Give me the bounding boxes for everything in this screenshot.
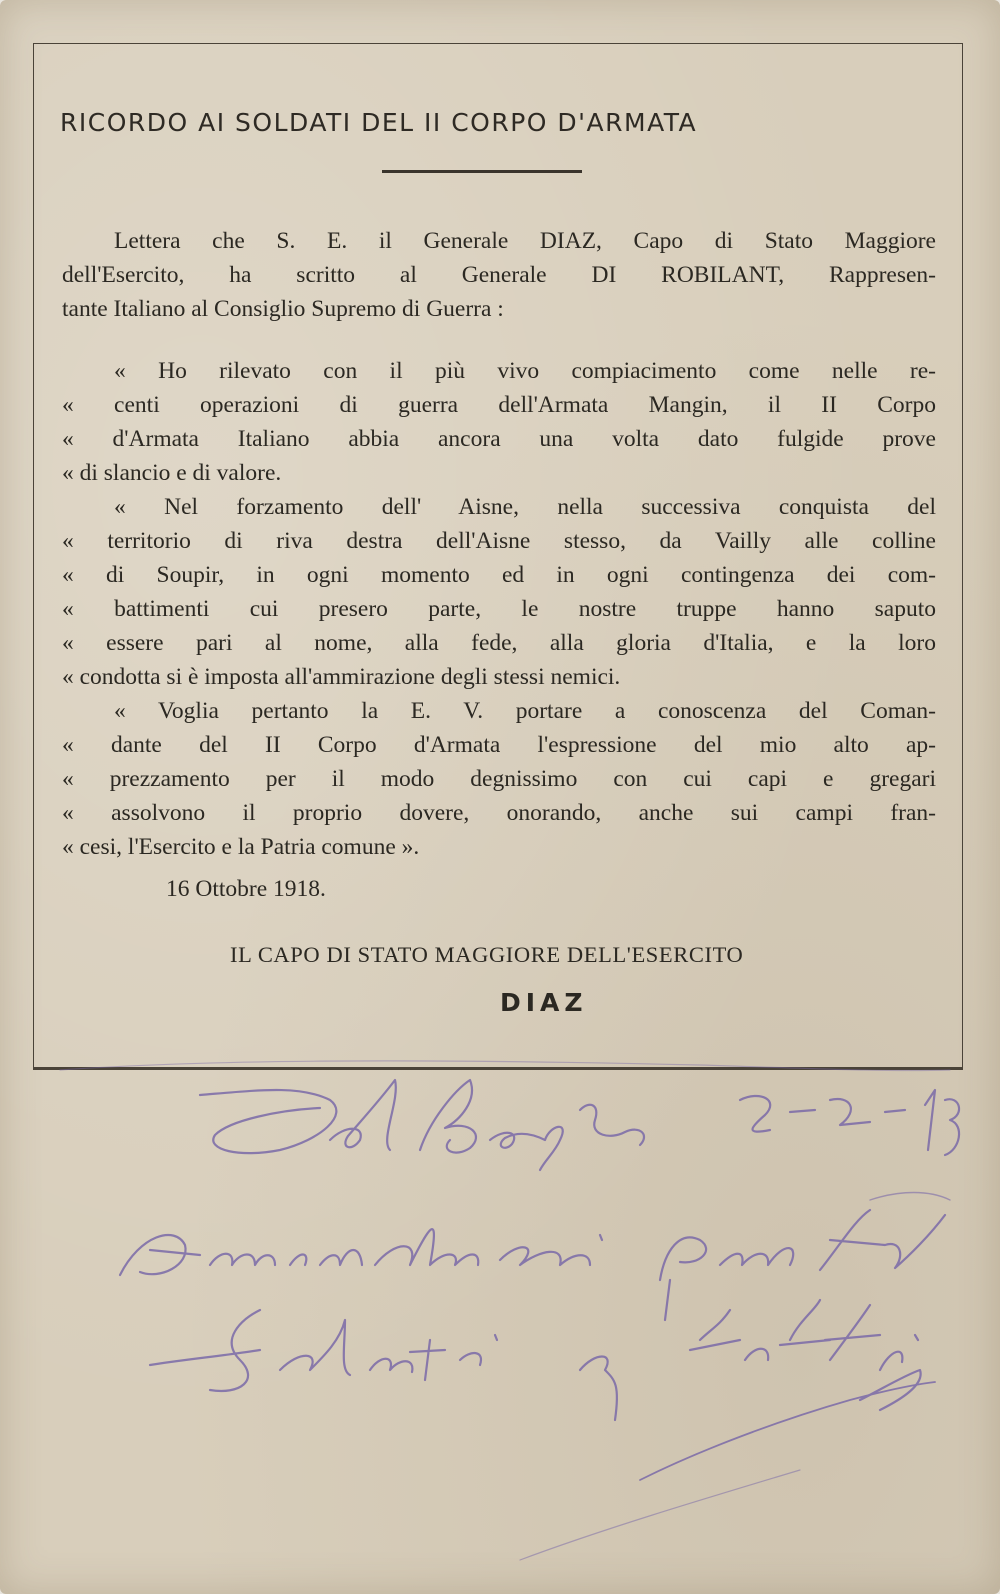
handwriting-stroke bbox=[870, 1193, 950, 1201]
quote-line: « d'Armata Italiano abbia ancora una volta dato fulgide prove bbox=[62, 426, 936, 452]
handwriting-stroke bbox=[640, 1382, 935, 1480]
handwriting-stroke bbox=[660, 1237, 706, 1320]
quote-line: « centi operazioni di guerra dell'Armata Mangin, il II Corpo bbox=[62, 392, 936, 418]
quote-line: « di slancio e di valore. bbox=[62, 460, 282, 486]
letter-date: 16 Ottobre 1918. bbox=[166, 876, 326, 902]
signoff-title: IL CAPO DI STATO MAGGIORE DELL'ESERCITO bbox=[230, 942, 744, 967]
quote-line: « essere pari al nome, alla fede, alla gloria d'Italia, e la loro bbox=[62, 630, 936, 656]
signature-name: DIAZ bbox=[500, 988, 588, 1017]
quote-line: « Ho rilevato con il più vivo compiacimento come nelle re- bbox=[114, 358, 936, 384]
quote-line: « dante del II Corpo d'Armata l'espressione del mio alto ap- bbox=[62, 732, 936, 758]
handwriting-stroke bbox=[330, 1080, 396, 1150]
handwriting-stroke bbox=[830, 1099, 870, 1125]
handwriting-stroke bbox=[690, 1310, 768, 1360]
handwriting-stroke bbox=[580, 1357, 617, 1421]
handwriting-stroke bbox=[490, 1127, 563, 1170]
handwriting-stroke bbox=[290, 1250, 362, 1265]
handwriting-stroke bbox=[520, 1470, 800, 1560]
handwriting-stroke bbox=[375, 1229, 478, 1265]
intro-line: dell'Esercito, ha scritto al Generale DI ROBILANT, Rappresen- bbox=[62, 262, 936, 288]
title-divider bbox=[382, 170, 582, 173]
handwriting-stroke bbox=[885, 1110, 905, 1112]
quote-line: « condotta si è imposta all'ammirazione degli stessi nemici. bbox=[62, 664, 621, 690]
handwriting-stroke bbox=[60, 1061, 950, 1071]
handwriting-stroke bbox=[280, 1320, 350, 1375]
quote-line: « cesi, l'Esercito e la Patria comune ». bbox=[62, 834, 420, 860]
handwriting-stroke bbox=[370, 1340, 445, 1380]
letter-quote bbox=[62, 354, 936, 864]
handwriting-stroke bbox=[720, 1248, 793, 1265]
handwriting-stroke bbox=[580, 1105, 644, 1145]
handwriting-stroke bbox=[500, 1235, 602, 1265]
handwriting-stroke bbox=[150, 1310, 260, 1391]
handwriting-stroke bbox=[120, 1235, 200, 1275]
intro-paragraph bbox=[62, 224, 936, 326]
handwriting-stroke bbox=[420, 1080, 476, 1153]
quote-line: « Nel forzamento dell' Aisne, nella successiva conquista del bbox=[114, 494, 936, 520]
handwriting-stroke bbox=[820, 1210, 945, 1270]
handwriting-stroke bbox=[880, 1335, 918, 1370]
handwritten-note bbox=[0, 1040, 1000, 1594]
handwriting-stroke bbox=[925, 1090, 959, 1155]
card-title: RICORDO AI SOLDATI DEL II CORPO D'ARMATA bbox=[60, 108, 698, 137]
quote-line: « territorio di riva destra dell'Aisne stesso, da Vailly alle colline bbox=[62, 528, 936, 554]
handwriting-stroke bbox=[200, 1090, 336, 1153]
handwriting-stroke bbox=[210, 1254, 275, 1265]
quote-line: « Voglia pertanto la E. V. portare a conoscenza del Coman- bbox=[114, 698, 936, 724]
quote-line: « prezzamento per il modo degnissimo con cui capi e gregari bbox=[62, 766, 936, 792]
intro-line: Lettera che S. E. il Generale DIAZ, Capo di Stato Maggiore bbox=[114, 228, 936, 254]
quote-line: « di Soupir, in ogni momento ed in ogni contingenza dei com- bbox=[62, 562, 936, 588]
quote-line: « battimenti cui presero parte, le nostre truppe hanno saputo bbox=[62, 596, 936, 622]
handwriting-stroke bbox=[780, 1300, 880, 1360]
handwriting-stroke bbox=[740, 1096, 770, 1132]
intro-line: tante Italiano al Consiglio Supremo di Guerra : bbox=[62, 296, 504, 322]
quote-line: « assolvono il proprio dovere, onorando, anche sui campi fran- bbox=[62, 800, 936, 826]
handwriting-stroke bbox=[460, 1335, 497, 1365]
handwriting-stroke bbox=[790, 1110, 815, 1112]
